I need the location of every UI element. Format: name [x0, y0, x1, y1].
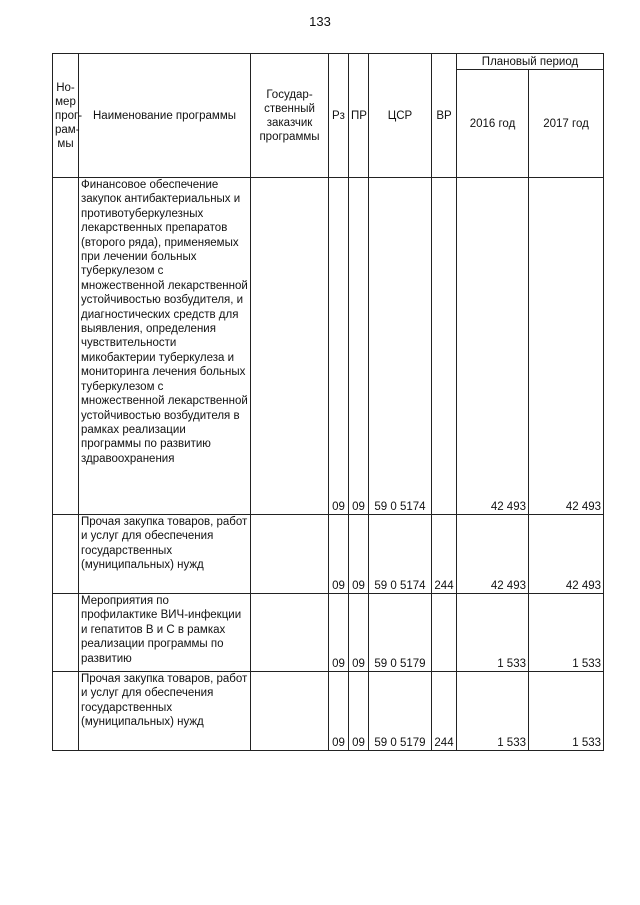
- table-row: [53, 178, 604, 515]
- row-amount-2016: 42 493: [457, 515, 529, 594]
- row-csr: 59 0 5174: [369, 515, 432, 594]
- row-pr: 09: [349, 178, 369, 515]
- row-program-name: Финансовое обеспечение закупок антибактериальных и противотуберкулезных лекарственных препаратов (второго ряда), применяемых при лечении больных туберкулезом с множественной лекарственной устойчивостью возбудителя, и диагностических средств для выявления, определения чувствительности микобактерии туберкулеза и мониторинга лечения больных туберкулезом с множественной лекарственной устойчивостью возбудителя в рамках реализации программы по развитию здравоохранения: [79, 178, 251, 515]
- table-row: [53, 672, 604, 751]
- header-vr: ВР: [432, 54, 457, 178]
- row-rz: 09: [329, 594, 349, 672]
- header-rz: Рз: [329, 54, 349, 178]
- row-pr: 09: [349, 594, 369, 672]
- row-csr: 59 0 5174: [369, 178, 432, 515]
- row-program-name: Прочая закупка товаров, работ и услуг для обеспечения государственных (муниципальных) нужд: [79, 672, 251, 751]
- row-customer: [251, 515, 329, 594]
- page-number: 133: [309, 14, 331, 29]
- row-number: [53, 672, 79, 751]
- row-vr: 244: [432, 515, 457, 594]
- header-csr: ЦСР: [369, 54, 432, 178]
- row-amount-2017: 42 493: [529, 178, 604, 515]
- row-rz: 09: [329, 515, 349, 594]
- row-customer: [251, 672, 329, 751]
- row-customer: [251, 594, 329, 672]
- row-number: [53, 594, 79, 672]
- row-amount-2017: 1 533: [529, 594, 604, 672]
- row-number: [53, 515, 79, 594]
- header-program-number: Но-мер прог-рам-мы: [53, 54, 79, 178]
- row-amount-2016: 1 533: [457, 594, 529, 672]
- row-amount-2017: 1 533: [529, 672, 604, 751]
- row-vr: 244: [432, 672, 457, 751]
- table-row: [53, 594, 604, 672]
- row-rz: 09: [329, 178, 349, 515]
- row-csr: 59 0 5179: [369, 672, 432, 751]
- table-row: [53, 515, 604, 594]
- header-pr: ПР: [349, 54, 369, 178]
- row-vr: [432, 594, 457, 672]
- row-amount-2016: 1 533: [457, 672, 529, 751]
- row-csr: 59 0 5179: [369, 594, 432, 672]
- header-year-2017: 2017 год: [529, 70, 604, 178]
- row-amount-2017: 42 493: [529, 515, 604, 594]
- row-amount-2016: 42 493: [457, 178, 529, 515]
- table-header: [53, 54, 604, 178]
- row-pr: 09: [349, 672, 369, 751]
- row-program-name: Мероприятия по профилактике ВИЧ-инфекции и гепатитов В и С в рамках реализации программы по развитию: [79, 594, 251, 672]
- row-number: [53, 178, 79, 515]
- header-program-name: Наименование программы: [79, 54, 251, 178]
- row-vr: [432, 178, 457, 515]
- header-year-2016: 2016 год: [457, 70, 529, 178]
- row-program-name: Прочая закупка товаров, работ и услуг для обеспечения государственных (муниципальных) нужд: [79, 515, 251, 594]
- row-pr: 09: [349, 515, 369, 594]
- row-rz: 09: [329, 672, 349, 751]
- row-customer: [251, 178, 329, 515]
- budget-table: [52, 53, 604, 751]
- header-planned-period: Плановый период: [457, 54, 604, 70]
- header-state-customer: Государ-ственный заказчик программы: [251, 54, 329, 178]
